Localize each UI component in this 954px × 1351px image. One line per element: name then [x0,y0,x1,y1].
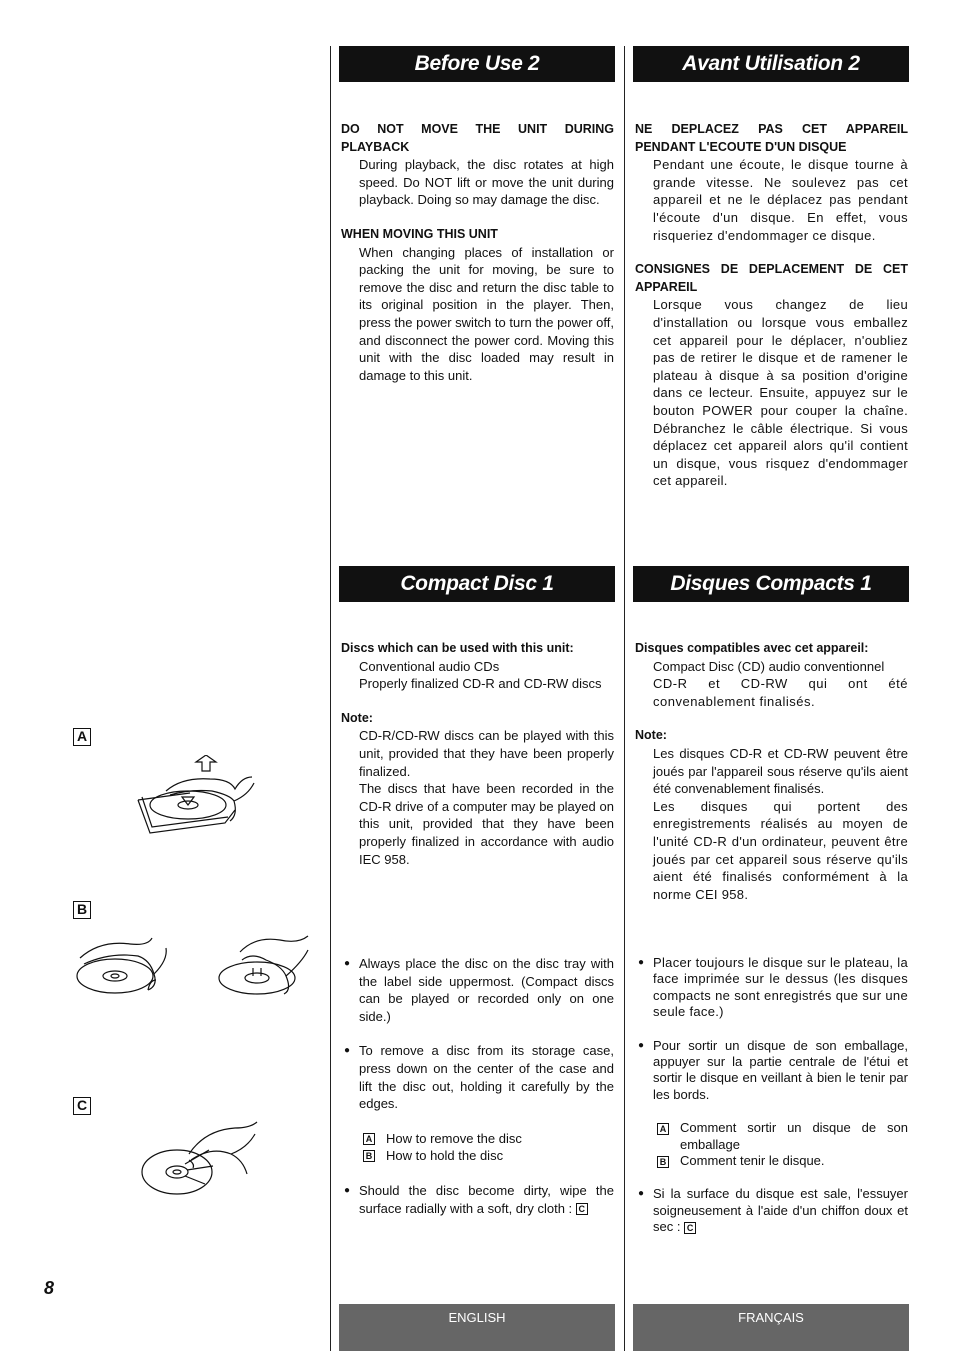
heading-note: Note: [635,728,667,743]
list-item: Conventional audio CDs [359,658,500,674]
heading-no-move: NE DEPLACEZ PAS CET APPAREIL PENDANT L'ECOUTE D'UN DISQUE [635,122,908,154]
header-compact-disc-fr: Disques Compacts 1 [633,566,909,602]
heading-note: Note: [341,710,373,725]
ref-a-box: A [657,1123,669,1135]
ref-a-text: Comment sortir un disque de son emballage [680,1120,908,1152]
list-item: Compact Disc (CD) audio conventionnel [653,658,885,674]
ref-b-text: How to hold the disc [386,1148,504,1164]
ref-b-box: B [657,1156,669,1168]
header-before-use-fr: Avant Utilisation 2 [633,46,909,82]
ref-c-box: C [576,1203,588,1215]
ref-b-box: B [363,1150,375,1162]
heading-discs-usable: Disques compatibles avec cet appareil: [635,641,869,655]
bullet-clean-text: Si la surface du disque est sale, l'essuyer soigneusement à l'aide d'un chiffon doux et sec : [653,1186,908,1235]
heading-moving: WHEN MOVING THIS UNIT [341,226,498,241]
figure-label-a: A [73,728,91,746]
list-item: Properly finalized CD-R and CD-RW discs [359,676,602,692]
heading-moving: CONSIGNES DE DEPLACEMENT DE CET APPAREIL [635,262,908,294]
bullet-clean-disc [341,1182,614,1217]
english-before-use-text [341,121,614,384]
ref-c-box: C [684,1222,696,1234]
illustration-hold-disc [70,930,320,1000]
figure-ref-b [635,1153,908,1169]
language-bar-french: FRANÇAIS [633,1304,909,1351]
bullet-clean-text: Should the disc become dirty, wipe the surface radially with a soft, dry cloth : [359,1182,614,1216]
language-bar-english: ENGLISH [339,1304,615,1351]
heading-no-move: DO NOT MOVE THE UNIT DURING PLAYBACK [341,122,614,154]
french-before-use-text [635,121,908,490]
paragraph-moving: Lorsque vous changez de lieu d'installation ou lorsque vous emballez cet appareil pour le déplacer, n'oubliez pas de retirer le disque et de ramener le plateau à disque à sa position d'origine dans ce lecteur. Ensuite, appuyez sur le bouton POWER pour couper la chaîne. Débranchez le câble électrique. Si vous déplacez cet appareil alors qu'il contient un disque, vous risquez d'endommager cet appareil. [653,297,908,489]
ref-a-text: How to remove the disc [386,1130,522,1146]
column-divider-right [624,46,625,1351]
bullet-remove-disc: ● To remove a disc from its storage case, press down on the center of the case and lift the disc out, holding it carefully by the edges. [341,1042,614,1112]
illustration-clean-disc [135,1120,260,1200]
paragraph-no-move: Pendant une écoute, le disque tourne à grande vitesse. Ne soulevez pas cet appareil et ne le déplacez pas pendant l'écoute d'un disque. En effet, vous risqueriez d'endommager ce disque. [653,157,908,243]
bullet-place-disc: ● Placer toujours le disque sur le plateau, la face imprimée sur le dessus (les disques compacts ne sont enregistrés que sur une seule face.) [635,955,908,1021]
illustration-remove-disc [130,755,270,840]
list-item: CD-R et CD-RW qui ont été convenablement finalisés. [653,676,908,709]
french-compact-disc-text [635,640,908,903]
bullet-place-disc: ● Always place the disc on the disc tray with the label side uppermost. (Compact discs can be played or recorded only on one side.) [341,955,614,1025]
heading-discs-usable: Discs which can be used with this unit: [341,641,574,655]
note-text-1: Les disques CD-R et CD-RW peuvent être joués par l'appareil sous réserve qu'ils aient été convenablement finalisés. [653,745,908,797]
figure-label-c: C [73,1097,91,1115]
figure-label-b: B [73,901,91,919]
note-text-2: Les disques qui portent des enregistrements réalisés au moyen de l'unité CD-R d'un ordinateur, peuvent être joués par cet appareil sous réserve qu'ils aient été finalisés conformément à la norme CEI 958. [653,798,908,902]
french-bullets [635,955,908,1236]
bullet-clean-disc [635,1186,908,1235]
header-before-use-en: Before Use 2 [339,46,615,82]
paragraph-moving: When changing places of installation or packing the unit for moving, be sure to remove the disc and return the disc table to its original position in the player. Then, press the power switch to turn the power off, and disconnect the power cord. Moving this unit with the disc loaded may result in damage to this unit. [359,244,614,383]
figure-ref-b [341,1147,614,1165]
header-compact-disc-en: Compact Disc 1 [339,566,615,602]
page-number: 8 [44,1278,55,1298]
bullet-remove-disc: ● Pour sortir un disque de son emballage, appuyer sur la partie centrale de l'étui et sortir le disque en veillant à bien le tenir par les bords. [635,1038,908,1104]
paragraph-no-move: During playback, the disc rotates at high speed. Do NOT lift or move the unit during playback. Doing so may damage the disc. [359,157,614,208]
ref-b-text: Comment tenir le disque. [680,1153,825,1169]
english-bullets [341,955,614,1217]
figure-ref-a [635,1120,908,1153]
figure-ref-a [341,1130,614,1148]
note-text-2: The discs that have been recorded in the CD-R drive of a computer may be played on this unit, provided that they have been properly finalized in accordance with audio IEC 958. [359,781,614,867]
ref-a-box: A [363,1133,375,1145]
column-divider-left [330,46,331,1351]
note-text-1: CD-R/CD-RW discs can be played with this unit, provided that they have been properly finalized. [359,728,614,779]
english-compact-disc-text [341,640,614,868]
